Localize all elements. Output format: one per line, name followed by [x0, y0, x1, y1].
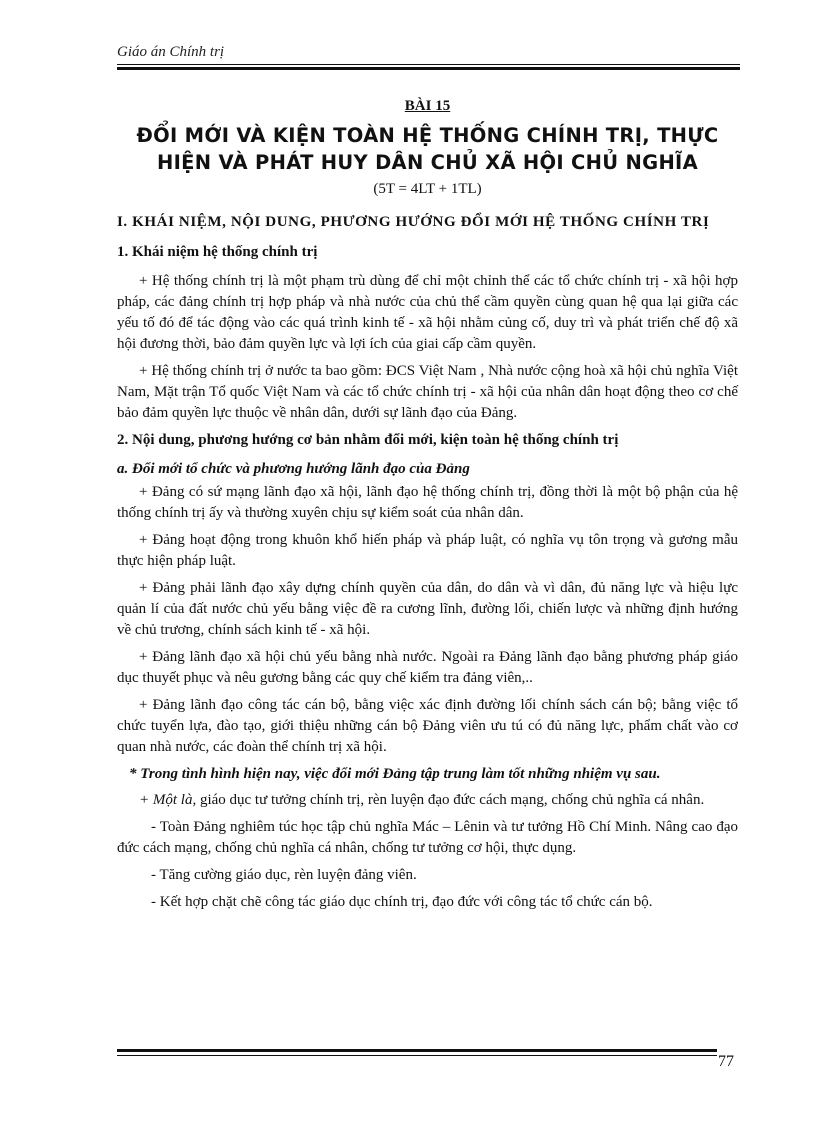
task-detail: - Toàn Đảng nghiêm túc học tập chủ nghĩa Mác – Lênin và tư tưởng Hồ Chí Minh. Nâng cao đạo đức cách mạng, chống chủ nghĩa cá nhân, chống tư tưởng cơ hội, thực dụng.: [117, 819, 738, 856]
footer-rule-thick: [117, 1049, 717, 1052]
time-allocation: (5T = 4LT + 1TL): [373, 181, 482, 197]
header-rule-thin: [117, 64, 740, 65]
task-text: giáo dục tư tưởng chính trị, rèn luyện đạo đức cách mạng, chống chủ nghĩa cá nhân.: [196, 792, 705, 808]
paragraph: + Đảng phải lãnh đạo xây dựng chính quyền của dân, do dân và vì dân, đủ năng lực và hiệu lực quản lí của đất nước chủ yếu bằng việc đề ra cương lĩnh, đường lối, chiến lược và những định hướng về chủ trương, chính sách kinh tế - xã hội.: [117, 580, 738, 638]
lesson-number: BÀI 15: [404, 98, 451, 114]
subsection-heading-1: 1. Khái niệm hệ thống chính trị: [117, 244, 318, 260]
paragraph: + Hệ thống chính trị ở nước ta bao gồm: ĐCS Việt Nam , Nhà nước cộng hoà xã hội chủ nghĩa Việt Nam, Mặt trận Tổ quốc Việt Nam và các tổ chức chính trị - xã hội của nhân dân hoạt động theo cơ chế bảo đảm quyền lực thuộc về nhân dân, dưới sự lãnh đạo của Đảng.: [117, 363, 738, 421]
lesson-title-line-1: ĐỔI MỚI VÀ KIỆN TOÀN HỆ THỐNG CHÍNH TRỊ, THỰC: [136, 124, 719, 147]
subsection-heading-2a: a. Đổi mới tổ chức và phương hướng lãnh đạo của Đảng: [117, 461, 470, 477]
running-header: Giáo án Chính trị: [117, 44, 225, 60]
task-detail: - Kết hợp chặt chẽ công tác giáo dục chính trị, đạo đức với công tác tổ chức cán bộ.: [151, 894, 653, 910]
paragraph: + Đảng lãnh đạo xã hội chủ yếu bằng nhà nước. Ngoài ra Đảng lãnh đạo bằng phương pháp giáo dục thuyết phục và nêu gương bằng các quy chế kiểm tra đảng viên,..: [117, 649, 738, 686]
page-number: 77: [718, 1053, 734, 1070]
header-rule-thick: [117, 67, 740, 70]
footer-rule-thin: [117, 1055, 717, 1056]
paragraph: + Đảng lãnh đạo công tác cán bộ, bằng việc xác định đường lối chính sách cán bộ; bằng việc tổ chức tuyển lựa, đào tạo, giới thiệu những cán bộ Đảng viên ưu tú có đủ năng lực, phẩm chất vào cơ quan nhà nước, các đoàn thể chính trị xã hội.: [117, 697, 738, 755]
lesson-title: [117, 122, 738, 176]
section-heading: I. KHÁI NIỆM, NỘI DUNG, PHƯƠNG HƯỚNG ĐỔI MỚI HỆ THỐNG CHÍNH TRỊ: [117, 214, 710, 230]
paragraph: + Hệ thống chính trị là một phạm trù dùng để chỉ một chỉnh thể các tổ chức chính trị - xã hội hợp pháp, các đảng chính trị hợp pháp và nhà nước của chủ thể cầm quyền cùng quan hệ qua lại giữa các yếu tố đó để tác động vào các quá trình kinh tế - xã hội nhằm củng cố, duy trì và phát triển chế độ xã hội đương thời, bảo đảm quyền lực và lợi ích của giai cấp cầm quyền.: [117, 273, 738, 352]
subsection-heading-2: 2. Nội dung, phương hướng cơ bản nhằm đổi mới, kiện toàn hệ thống chính trị: [117, 432, 619, 448]
task-detail: - Tăng cường giáo dục, rèn luyện đảng viên.: [151, 867, 417, 883]
tasks-heading: * Trong tình hình hiện nay, việc đổi mới Đảng tập trung làm tốt những nhiệm vụ sau.: [129, 766, 661, 782]
page-content: [117, 96, 738, 919]
lesson-title-line-2: HIỆN VÀ PHÁT HUY DÂN CHỦ XÃ HỘI CHỦ NGHĨA: [156, 151, 699, 174]
task-paragraph: [117, 790, 738, 811]
task-lead: + Một là,: [139, 792, 197, 808]
paragraph: + Đảng có sứ mạng lãnh đạo xã hội, lãnh đạo hệ thống chính trị, đồng thời là một bộ phận của hệ thống chính trị ấy và thường xuyên chịu sự kiểm soát của nhân dân.: [117, 484, 738, 521]
paragraph: + Đảng hoạt động trong khuôn khổ hiến pháp và pháp luật, có nghĩa vụ tôn trọng và gương mẫu thực hiện pháp luật.: [117, 532, 738, 569]
